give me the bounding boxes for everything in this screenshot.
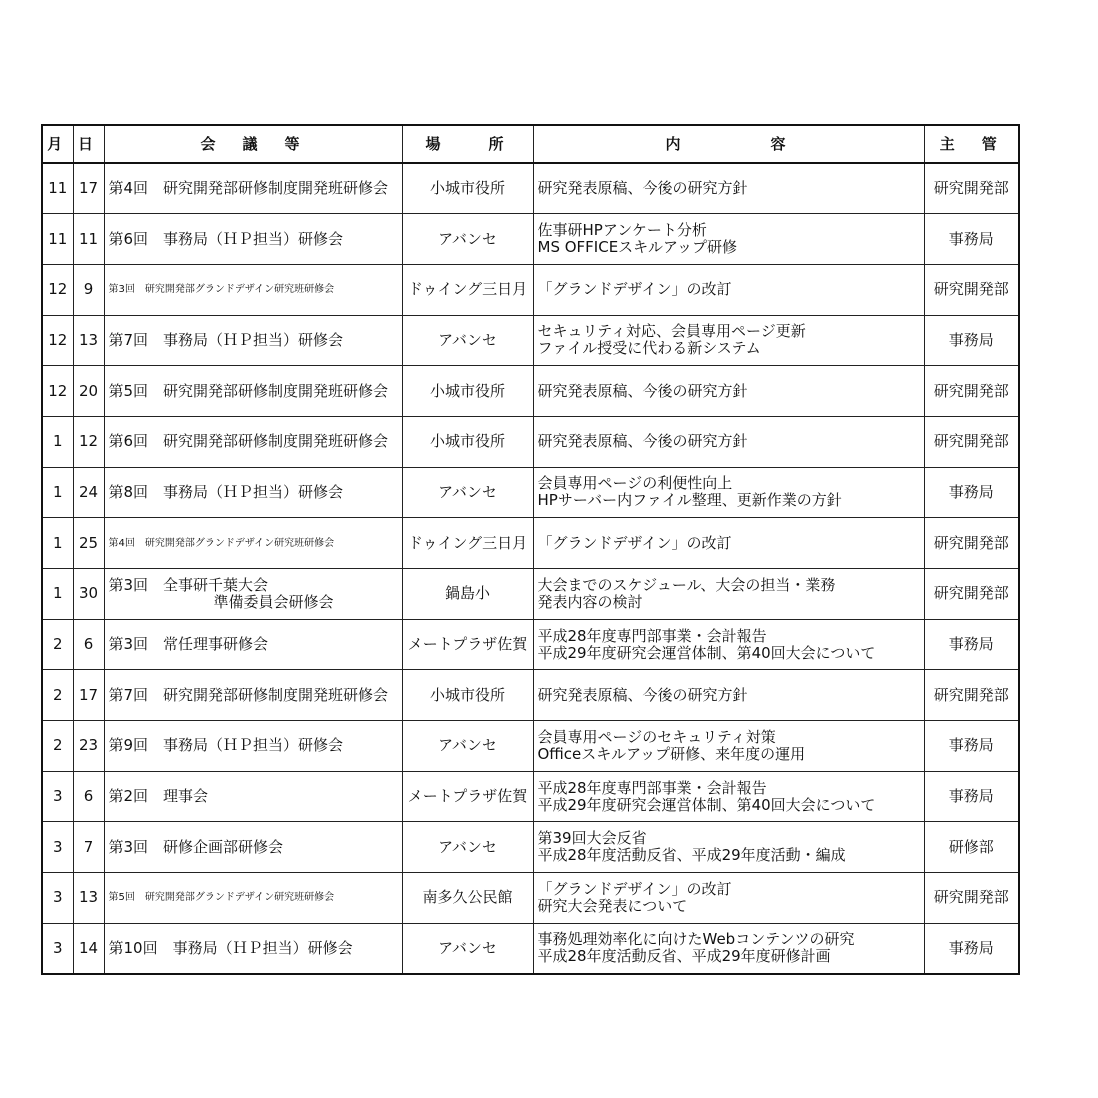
meeting-cell: 第9回 事務局（ＨＰ担当）研修会 [104, 721, 402, 772]
meeting-cell: 第10回 事務局（ＨＰ担当）研修会 [104, 923, 402, 974]
meeting-cell: 第7回 事務局（ＨＰ担当）研修会 [104, 315, 402, 366]
dept-cell: 事務局 [924, 467, 1019, 518]
table-row [42, 264, 1019, 315]
day-cell: 11 [73, 214, 104, 265]
table-row [42, 873, 1019, 924]
month-cell: 11 [42, 163, 73, 214]
table-row [42, 366, 1019, 417]
content-cell: 佐事研HPアンケート分析 MS OFFICEスキルアップ研修 [533, 214, 924, 265]
place-cell: アバンセ [402, 721, 533, 772]
place-cell: メートプラザ佐賀 [402, 619, 533, 670]
header-content: 内 容 [533, 125, 924, 163]
table-row [42, 467, 1019, 518]
place-cell: アバンセ [402, 923, 533, 974]
header-month: 月 [42, 125, 73, 163]
content-cell: 研究発表原稿、今後の研究方針 [533, 163, 924, 214]
month-cell: 3 [42, 923, 73, 974]
month-cell: 12 [42, 315, 73, 366]
content-cell: 会員専用ページのセキュリティ対策 Officeスキルアップ研修、来年度の運用 [533, 721, 924, 772]
dept-cell: 研究開発部 [924, 416, 1019, 467]
day-cell: 9 [73, 264, 104, 315]
table-row [42, 721, 1019, 772]
table-row [42, 569, 1019, 620]
table-row [42, 214, 1019, 265]
place-cell: アバンセ [402, 315, 533, 366]
day-cell: 17 [73, 163, 104, 214]
header-place: 場 所 [402, 125, 533, 163]
month-cell: 11 [42, 214, 73, 265]
meeting-cell: 第4回 研究開発部研修制度開発班研修会 [104, 163, 402, 214]
header-row [42, 125, 1019, 163]
content-cell: 平成28年度専門部事業・会計報告 平成29年度研究会運営体制、第40回大会について [533, 771, 924, 822]
table-row [42, 670, 1019, 721]
place-cell: アバンセ [402, 467, 533, 518]
content-cell: 研究発表原稿、今後の研究方針 [533, 670, 924, 721]
header-meeting: 会 議 等 [104, 125, 402, 163]
content-cell: 研究発表原稿、今後の研究方針 [533, 366, 924, 417]
meeting-cell: 第3回 研修企画部研修会 [104, 822, 402, 873]
day-cell: 17 [73, 670, 104, 721]
month-cell: 12 [42, 264, 73, 315]
day-cell: 25 [73, 518, 104, 569]
dept-cell: 研究開発部 [924, 670, 1019, 721]
content-cell: 「グランドデザイン」の改訂 研究大会発表について [533, 873, 924, 924]
meeting-cell: 第8回 事務局（ＨＰ担当）研修会 [104, 467, 402, 518]
dept-cell: 研究開発部 [924, 569, 1019, 620]
meeting-cell: 第5回 研究開発部研修制度開発班研修会 [104, 366, 402, 417]
month-cell: 2 [42, 721, 73, 772]
meeting-cell: 第6回 研究開発部研修制度開発班研修会 [104, 416, 402, 467]
month-cell: 2 [42, 670, 73, 721]
table-row [42, 771, 1019, 822]
header-dept: 主 管 [924, 125, 1019, 163]
place-cell: 小城市役所 [402, 163, 533, 214]
content-cell: 平成28年度専門部事業・会計報告 平成29年度研究会運営体制、第40回大会について [533, 619, 924, 670]
content-cell: 事務処理効率化に向けたWebコンテンツの研究 平成28年度活動反省、平成29年度研修計画 [533, 923, 924, 974]
meeting-cell: 第2回 理事会 [104, 771, 402, 822]
month-cell: 3 [42, 771, 73, 822]
dept-cell: 事務局 [924, 721, 1019, 772]
day-cell: 12 [73, 416, 104, 467]
header-day: 日 [73, 125, 104, 163]
meeting-cell: 第3回 研究開発部グランドデザイン研究班研修会 [104, 264, 402, 315]
table-row [42, 315, 1019, 366]
dept-cell: 研修部 [924, 822, 1019, 873]
day-cell: 6 [73, 619, 104, 670]
day-cell: 23 [73, 721, 104, 772]
day-cell: 24 [73, 467, 104, 518]
month-cell: 1 [42, 467, 73, 518]
content-cell: 会員専用ページの利便性向上 HPサーバー内ファイル整理、更新作業の方針 [533, 467, 924, 518]
table-row [42, 822, 1019, 873]
dept-cell: 事務局 [924, 315, 1019, 366]
content-cell: 第39回大会反省 平成28年度活動反省、平成29年度活動・編成 [533, 822, 924, 873]
day-cell: 13 [73, 315, 104, 366]
place-cell: 小城市役所 [402, 670, 533, 721]
day-cell: 13 [73, 873, 104, 924]
content-cell: 「グランドデザイン」の改訂 [533, 518, 924, 569]
place-cell: ドゥイング三日月 [402, 264, 533, 315]
day-cell: 7 [73, 822, 104, 873]
dept-cell: 研究開発部 [924, 873, 1019, 924]
meeting-cell: 第5回 研究開発部グランドデザイン研究班研修会 [104, 873, 402, 924]
place-cell: 小城市役所 [402, 366, 533, 417]
dept-cell: 事務局 [924, 771, 1019, 822]
content-cell: 研究発表原稿、今後の研究方針 [533, 416, 924, 467]
month-cell: 1 [42, 569, 73, 620]
place-cell: アバンセ [402, 822, 533, 873]
table-row [42, 416, 1019, 467]
dept-cell: 研究開発部 [924, 163, 1019, 214]
meeting-cell: 第6回 事務局（ＨＰ担当）研修会 [104, 214, 402, 265]
schedule-table [41, 124, 1020, 975]
month-cell: 3 [42, 822, 73, 873]
content-cell: 大会までのスケジュール、大会の担当・業務 発表内容の検討 [533, 569, 924, 620]
dept-cell: 事務局 [924, 619, 1019, 670]
dept-cell: 研究開発部 [924, 518, 1019, 569]
month-cell: 2 [42, 619, 73, 670]
dept-cell: 事務局 [924, 214, 1019, 265]
place-cell: 南多久公民館 [402, 873, 533, 924]
day-cell: 14 [73, 923, 104, 974]
meeting-cell: 第4回 研究開発部グランドデザイン研究班研修会 [104, 518, 402, 569]
place-cell: メートプラザ佐賀 [402, 771, 533, 822]
month-cell: 3 [42, 873, 73, 924]
day-cell: 20 [73, 366, 104, 417]
dept-cell: 研究開発部 [924, 264, 1019, 315]
table-row [42, 923, 1019, 974]
table-row [42, 518, 1019, 569]
content-cell: セキュリティ対応、会員専用ページ更新 ファイル授受に代わる新システム [533, 315, 924, 366]
place-cell: ドゥイング三日月 [402, 518, 533, 569]
meeting-cell: 第7回 研究開発部研修制度開発班研修会 [104, 670, 402, 721]
dept-cell: 事務局 [924, 923, 1019, 974]
meeting-cell: 第3回 全事研千葉大会 準備委員会研修会 [104, 569, 402, 620]
day-cell: 6 [73, 771, 104, 822]
month-cell: 1 [42, 518, 73, 569]
month-cell: 1 [42, 416, 73, 467]
place-cell: アバンセ [402, 214, 533, 265]
dept-cell: 研究開発部 [924, 366, 1019, 417]
meeting-cell: 第3回 常任理事研修会 [104, 619, 402, 670]
month-cell: 12 [42, 366, 73, 417]
table-row [42, 619, 1019, 670]
place-cell: 鍋島小 [402, 569, 533, 620]
day-cell: 30 [73, 569, 104, 620]
place-cell: 小城市役所 [402, 416, 533, 467]
content-cell: 「グランドデザイン」の改訂 [533, 264, 924, 315]
table-row [42, 163, 1019, 214]
